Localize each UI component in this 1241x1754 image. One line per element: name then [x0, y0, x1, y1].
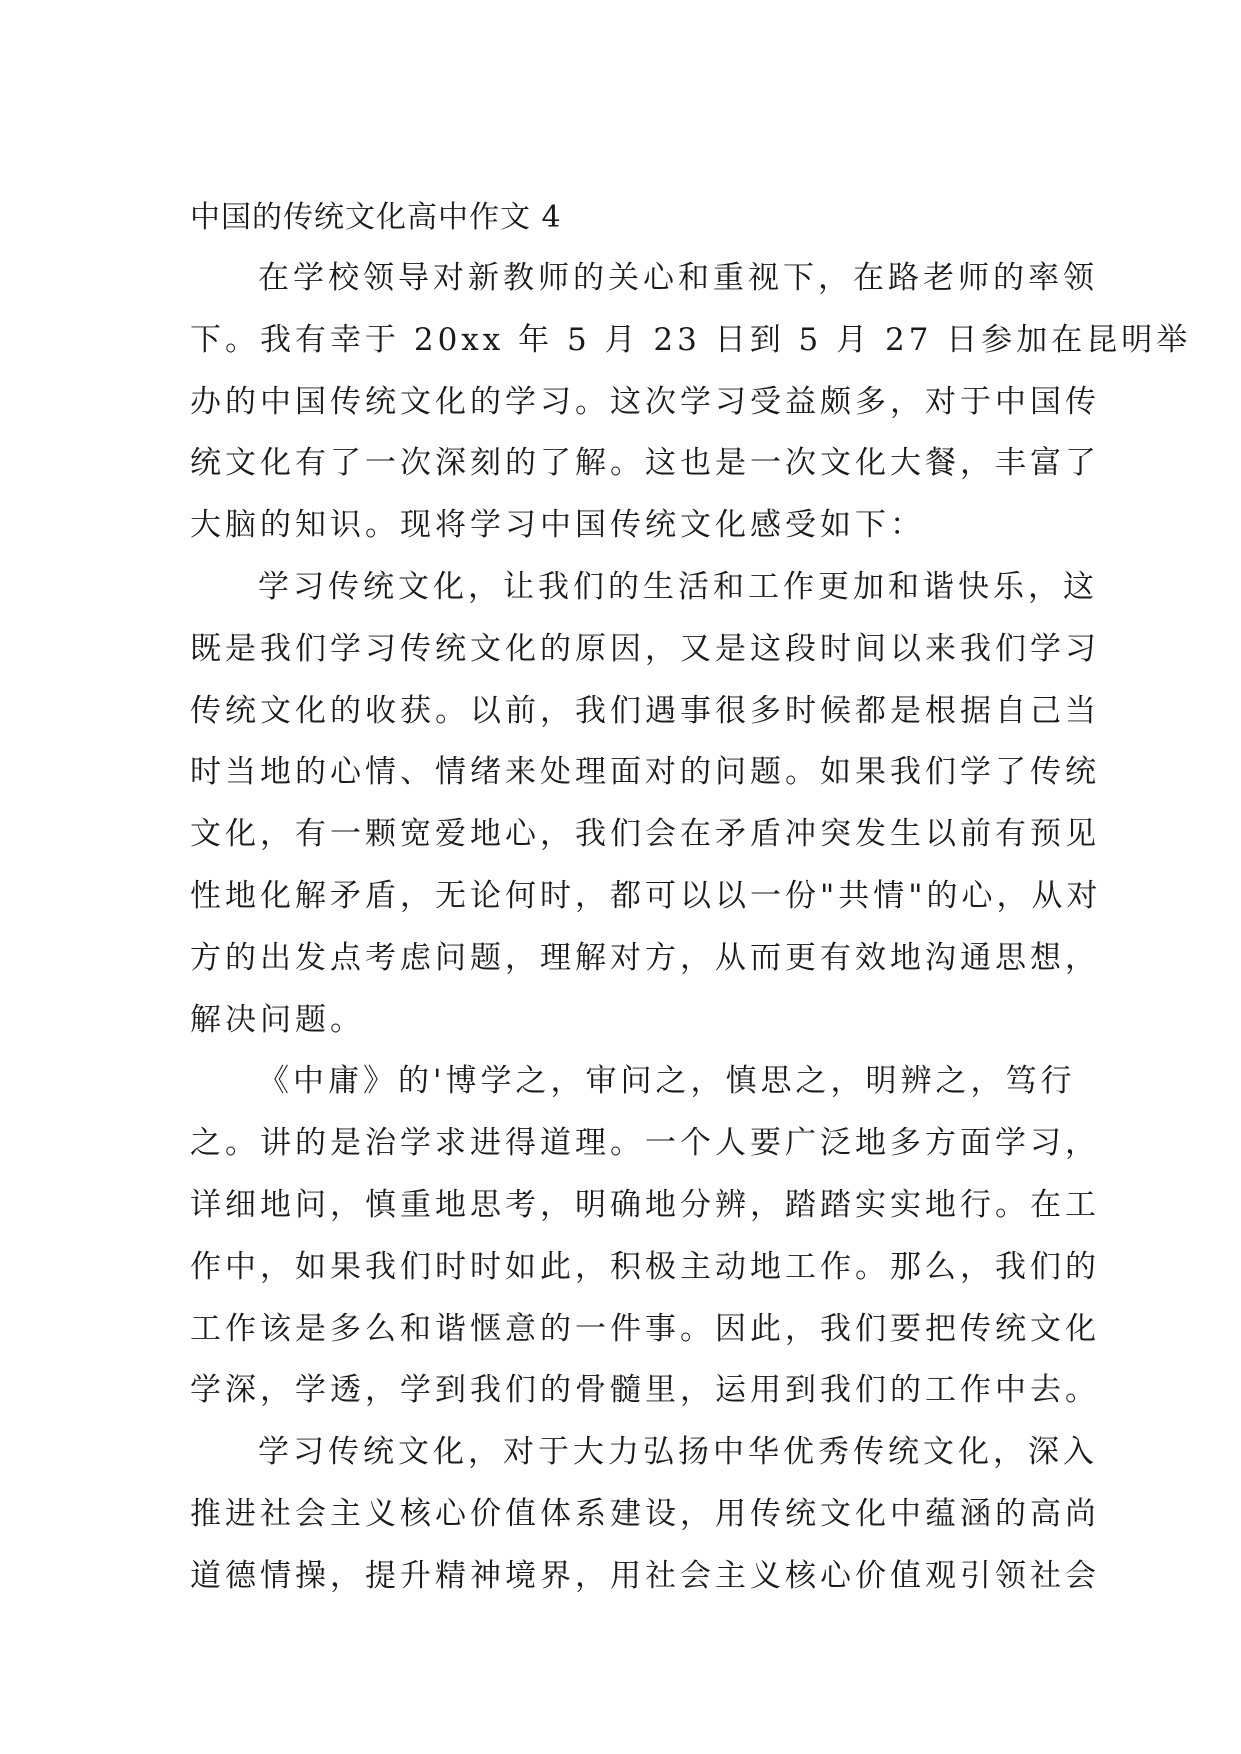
text-line: 在学校领导对新教师的关心和重视下，在路老师的率领	[258, 260, 1098, 296]
text-line: 详细地问，慎重地思考，明确地分辨，踏踏实实地行。在工	[190, 1186, 1100, 1223]
text-line: 既是我们学习传统文化的原因，又是这段时间以来我们学习	[190, 630, 1100, 667]
text-line: 统文化有了一次深刻的了解。这也是一次文化大餐，丰富了	[190, 445, 1100, 482]
text-line: 作中，如果我们时时如此，积极主动地工作。那么，我们的	[190, 1248, 1100, 1285]
text-line: 学习传统文化，让我们的生活和工作更加和谐快乐，这	[258, 568, 1098, 605]
document-body	[190, 248, 1192, 1608]
text-line: 时当地的心情、情绪来处理面对的问题。如果我们学了传统	[190, 754, 1100, 791]
text-line: 《中庸》的'博学之，审问之，慎思之，明辨之，笃行	[258, 1063, 1076, 1100]
text-line: 性地化解矛盾，无论何时，都可以以一份"共情"的心，从对	[190, 877, 1102, 914]
text-line: 方的出发点考虑问题，理解对方，从而更有效地沟通思想，	[190, 939, 1100, 976]
text-line: 学深，学透，学到我们的骨髓里，运用到我们的工作中去。	[190, 1372, 1100, 1409]
text-line: 下。我有幸于 20xx 年 5 月 23 日到 5 月 27 日参加在昆明举	[190, 321, 1192, 358]
text-line: 解决问题。	[190, 1001, 365, 1038]
text-line: 工作该是多么和谐惬意的一件事。因此，我们要把传统文化	[190, 1310, 1100, 1347]
text-line: 推进社会主义核心价值体系建设，用传统文化中蕴涵的高尚	[190, 1495, 1100, 1532]
text-line: 办的中国传统文化的学习。这次学习受益颇多，对于中国传	[190, 383, 1100, 420]
text-line: 道德情操，提升精神境界，用社会主义核心价值观引领社会	[190, 1557, 1100, 1594]
document-title: 中国的传统文化高中作文 4	[190, 200, 562, 235]
text-line: 传统文化的收获。以前，我们遇事很多时候都是根据自己当	[190, 692, 1100, 729]
text-line: 大脑的知识。现将学习中国传统文化感受如下：	[190, 507, 925, 544]
text-line: 学习传统文化，对于大力弘扬中华优秀传统文化，深入	[258, 1434, 1098, 1471]
text-line: 文化，有一颗宽爱地心，我们会在矛盾冲突发生以前有预见	[190, 816, 1100, 853]
text-line: 之。讲的是治学求进得道理。一个人要广泛地多方面学习，	[190, 1125, 1100, 1162]
